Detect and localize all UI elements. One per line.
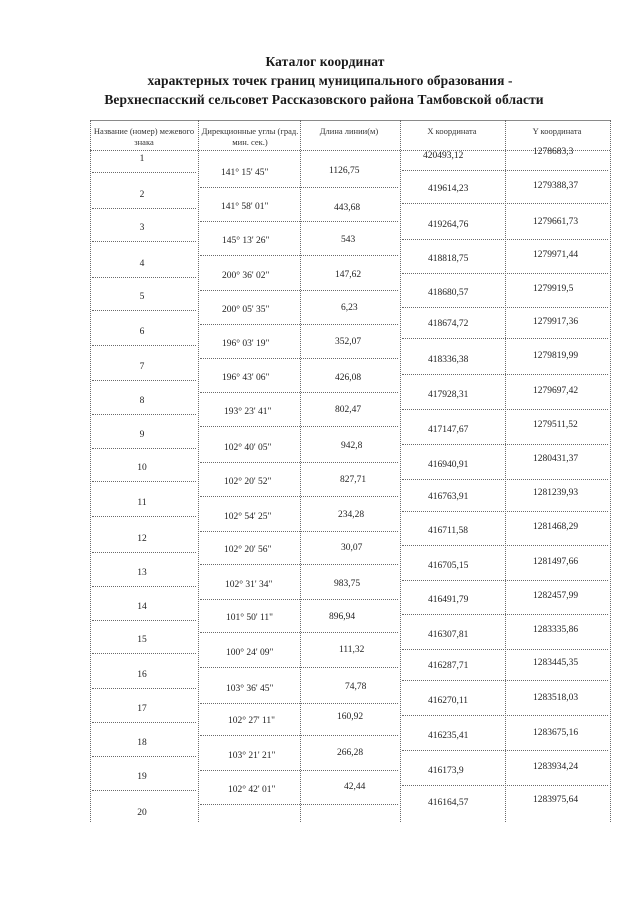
column-divider-4 xyxy=(505,120,506,822)
title-line-3: Верхнеспасский сельсовет Рассказовского района Тамбовской области xyxy=(104,92,544,107)
segment-length: 266,28 xyxy=(337,748,364,758)
segment-length: 942,8 xyxy=(341,441,363,451)
point-name: 9 xyxy=(139,430,145,440)
point-x-coordinate: 416711,58 xyxy=(428,526,469,536)
segment-length: 111,32 xyxy=(339,645,365,655)
point-x-coordinate: 416270,11 xyxy=(428,696,469,706)
point-x-coordinate: 418818,75 xyxy=(428,254,469,264)
point-y-coordinate: 1279917,36 xyxy=(533,317,579,327)
point-x-coordinate: 417147,67 xyxy=(428,425,469,435)
point-y-coordinate: 1283975,64 xyxy=(533,795,579,805)
point-name: 15 xyxy=(137,635,147,645)
title-line-2: характерных точек границ муниципального образования - xyxy=(147,73,513,88)
segment-length: 42,44 xyxy=(344,782,366,792)
column-divider-3 xyxy=(400,120,401,822)
point-y-coordinate: 1281239,93 xyxy=(533,488,579,498)
point-name: 17 xyxy=(137,704,147,714)
segment-angle: 101° 50' 11" xyxy=(226,613,274,623)
segment-row-divider xyxy=(200,324,398,325)
segment-row-divider xyxy=(200,770,398,771)
point-name: 8 xyxy=(139,396,145,406)
header-bottom-border xyxy=(90,150,610,151)
segment-row-divider xyxy=(200,703,398,704)
header-point-name: Название (номер) межевого знака xyxy=(93,126,195,147)
segment-length: 74,78 xyxy=(345,682,367,692)
point-y-coordinate: 1279971,44 xyxy=(533,250,579,260)
coord-row-divider xyxy=(402,203,608,204)
coord-row-divider xyxy=(402,273,608,274)
segment-angle: 196° 03' 19" xyxy=(222,339,270,349)
coord-row-divider xyxy=(402,715,608,716)
point-x-coordinate: 419264,76 xyxy=(428,220,469,230)
point-name: 19 xyxy=(137,772,147,782)
coord-row-divider xyxy=(402,580,608,581)
point-y-coordinate: 1279919,5 xyxy=(533,284,574,294)
coord-row-divider xyxy=(402,479,608,480)
point-name: 11 xyxy=(137,498,147,508)
segment-row-divider xyxy=(200,392,398,393)
point-x-coordinate: 418680,57 xyxy=(428,288,469,298)
point-row-divider xyxy=(92,448,196,449)
point-name: 12 xyxy=(137,534,147,544)
segment-angle: 102° 40' 05" xyxy=(224,443,272,453)
point-y-coordinate: 1283445,35 xyxy=(533,658,579,668)
coord-row-divider xyxy=(402,614,608,615)
point-y-coordinate: 1280431,37 xyxy=(533,454,579,464)
segment-angle: 200° 36' 02" xyxy=(222,271,270,281)
header-x: X координата xyxy=(427,126,477,136)
point-name: 14 xyxy=(137,602,147,612)
segment-row-divider xyxy=(200,255,398,256)
segment-row-divider xyxy=(200,221,398,222)
column-divider-1 xyxy=(198,120,199,822)
segment-angle: 102° 31' 34" xyxy=(225,580,273,590)
point-x-coordinate: 416287,71 xyxy=(428,661,469,671)
header-angles: Дирекционные углы (град. мин. сек.) xyxy=(201,126,299,147)
point-row-divider xyxy=(92,241,196,242)
coord-row-divider xyxy=(402,785,608,786)
segment-angle: 200° 05' 35" xyxy=(222,305,270,315)
point-y-coordinate: 1283934,24 xyxy=(533,762,579,772)
coord-row-divider xyxy=(402,545,608,546)
segment-length: 543 xyxy=(341,235,356,245)
segment-row-divider xyxy=(200,531,398,532)
segment-row-divider xyxy=(200,599,398,600)
coord-row-divider xyxy=(402,307,608,308)
coord-row-divider xyxy=(402,338,608,339)
point-x-coordinate: 418674,72 xyxy=(428,319,469,329)
point-name: 18 xyxy=(137,738,147,748)
point-row-divider xyxy=(92,380,196,381)
segment-row-divider xyxy=(200,804,398,805)
segment-length: 802,47 xyxy=(335,405,362,415)
point-row-divider xyxy=(92,414,196,415)
point-x-coordinate: 418336,38 xyxy=(428,355,469,365)
segment-length: 147,62 xyxy=(335,270,362,280)
segment-length: 234,28 xyxy=(338,510,365,520)
point-row-divider xyxy=(92,310,196,311)
coord-row-divider xyxy=(402,409,608,410)
point-x-coordinate: 416940,91 xyxy=(428,460,469,470)
segment-row-divider xyxy=(200,462,398,463)
segment-length: 443,68 xyxy=(334,203,361,213)
segment-length: 896,94 xyxy=(329,612,356,622)
point-x-coordinate: 416705,15 xyxy=(428,561,469,571)
segment-row-divider xyxy=(200,426,398,427)
point-y-coordinate: 1283675,16 xyxy=(533,728,579,738)
segment-angle: 193° 23' 41" xyxy=(224,407,272,417)
point-x-coordinate: 419614,23 xyxy=(428,184,469,194)
segment-angle: 102° 20' 56" xyxy=(224,545,272,555)
point-row-divider xyxy=(92,790,196,791)
point-x-coordinate: 416307,81 xyxy=(428,630,469,640)
segment-angle: 103° 21' 21" xyxy=(228,751,276,761)
point-row-divider xyxy=(92,208,196,209)
column-divider-5 xyxy=(610,120,611,822)
point-row-divider xyxy=(92,756,196,757)
point-x-coordinate: 416173,9 xyxy=(428,766,464,776)
segment-row-divider xyxy=(200,735,398,736)
segment-row-divider xyxy=(200,667,398,668)
point-x-coordinate: 416763,91 xyxy=(428,492,469,502)
segment-length: 160,92 xyxy=(337,712,364,722)
segment-row-divider xyxy=(200,496,398,497)
coord-row-divider xyxy=(402,649,608,650)
coord-row-divider xyxy=(402,444,608,445)
point-name: 10 xyxy=(137,463,147,473)
segment-angle: 141° 58' 01" xyxy=(221,202,269,212)
segment-angle: 102° 42' 01" xyxy=(228,785,276,795)
segment-angle: 196° 43' 06" xyxy=(222,373,270,383)
point-y-coordinate: 1279819,99 xyxy=(533,351,579,361)
column-divider-0 xyxy=(90,120,91,822)
point-y-coordinate: 1279661,73 xyxy=(533,217,579,227)
point-name: 6 xyxy=(139,327,145,337)
segment-row-divider xyxy=(200,187,398,188)
segment-length: 30,07 xyxy=(341,543,363,553)
point-y-coordinate: 1279388,37 xyxy=(533,181,579,191)
segment-length: 1126,75 xyxy=(329,166,360,176)
table-top-border xyxy=(90,120,610,121)
segment-length: 827,71 xyxy=(340,475,367,485)
segment-row-divider xyxy=(200,290,398,291)
segment-angle: 145° 13' 26" xyxy=(222,236,270,246)
point-row-divider xyxy=(92,653,196,654)
coord-row-divider xyxy=(402,170,608,171)
segment-angle: 103° 36' 45" xyxy=(226,684,274,694)
point-y-coordinate: 1279511,52 xyxy=(533,420,578,430)
segment-length: 426,08 xyxy=(335,373,362,383)
segment-angle: 102° 27' 11" xyxy=(228,716,276,726)
point-name: 20 xyxy=(137,808,147,818)
point-name: 16 xyxy=(137,670,147,680)
point-y-coordinate: 1281497,66 xyxy=(533,557,579,567)
coord-row-divider xyxy=(402,511,608,512)
point-name: 13 xyxy=(137,568,147,578)
point-row-divider xyxy=(92,552,196,553)
point-row-divider xyxy=(92,688,196,689)
point-y-coordinate: 1278683,3 xyxy=(533,147,574,157)
point-row-divider xyxy=(92,722,196,723)
point-x-coordinate: 416164,57 xyxy=(428,798,469,808)
segment-angle: 102° 54' 25" xyxy=(224,512,272,522)
point-row-divider xyxy=(92,345,196,346)
header-y: Y координата xyxy=(532,126,582,136)
coord-row-divider xyxy=(402,374,608,375)
header-length: Длина линии(м) xyxy=(319,126,379,136)
point-name: 4 xyxy=(139,259,145,269)
point-x-coordinate: 416235,41 xyxy=(428,731,469,741)
segment-angle: 100° 24' 09" xyxy=(226,648,274,658)
segment-length: 352,07 xyxy=(335,337,362,347)
coord-row-divider xyxy=(402,750,608,751)
point-y-coordinate: 1281468,29 xyxy=(533,522,579,532)
point-name: 2 xyxy=(139,190,145,200)
point-row-divider xyxy=(92,516,196,517)
point-x-coordinate: 417928,31 xyxy=(428,390,469,400)
point-row-divider xyxy=(92,172,196,173)
point-row-divider xyxy=(92,277,196,278)
segment-angle: 102° 20' 52" xyxy=(224,477,272,487)
title-line-1: Каталог координат xyxy=(265,54,385,69)
segment-row-divider xyxy=(200,564,398,565)
point-x-coordinate: 420493,12 xyxy=(423,151,464,161)
point-x-coordinate: 416491,79 xyxy=(428,595,469,605)
point-name: 1 xyxy=(139,154,145,164)
segment-length: 6,23 xyxy=(341,303,358,313)
segment-angle: 141° 15' 45" xyxy=(221,168,269,178)
point-y-coordinate: 1282457,99 xyxy=(533,591,579,601)
point-row-divider xyxy=(92,620,196,621)
point-row-divider xyxy=(92,481,196,482)
point-row-divider xyxy=(92,586,196,587)
segment-row-divider xyxy=(200,358,398,359)
point-y-coordinate: 1279697,42 xyxy=(533,386,579,396)
point-name: 7 xyxy=(139,362,145,372)
segment-row-divider xyxy=(200,632,398,633)
point-y-coordinate: 1283518,03 xyxy=(533,693,579,703)
point-name: 3 xyxy=(139,223,145,233)
column-divider-2 xyxy=(300,120,301,822)
point-y-coordinate: 1283335,86 xyxy=(533,625,579,635)
point-name: 5 xyxy=(139,292,145,302)
coord-row-divider xyxy=(402,239,608,240)
segment-length: 983,75 xyxy=(334,579,361,589)
coord-row-divider xyxy=(402,680,608,681)
